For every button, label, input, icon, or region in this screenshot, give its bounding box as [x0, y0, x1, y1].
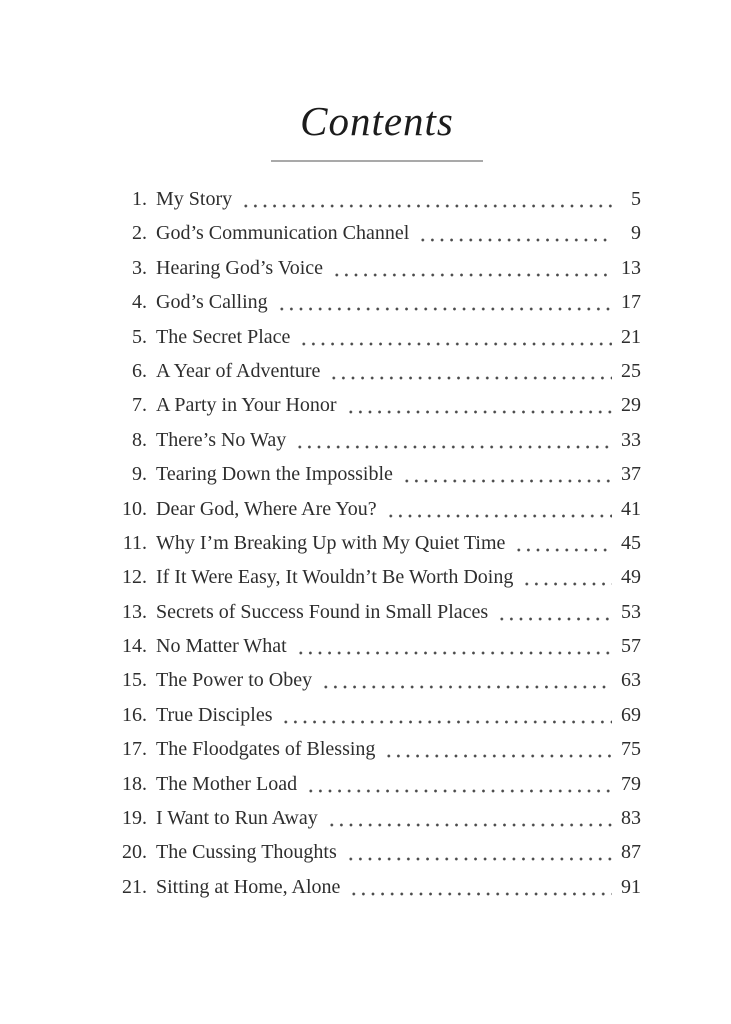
- dot-leader: [294, 629, 612, 663]
- toc-entry-page: 83: [621, 807, 641, 830]
- toc-entry-number: 10.: [122, 497, 147, 520]
- toc-entry-number: 4.: [132, 291, 147, 314]
- dot-leader: [297, 320, 612, 354]
- toc-entry: [113, 663, 641, 697]
- toc-entry: [113, 629, 641, 663]
- toc-entry: [113, 595, 641, 629]
- toc-entry-page: 87: [621, 841, 641, 864]
- toc-entry-title: A Party in Your Honor: [156, 394, 337, 417]
- toc-entry-title: God’s Calling: [156, 291, 268, 314]
- toc-entry: [113, 526, 641, 560]
- toc-entry-title: Tearing Down the Impossible: [156, 463, 393, 486]
- toc-entry-number: 1.: [132, 188, 147, 210]
- toc-entry-page: 9: [631, 222, 641, 245]
- toc-entry: [113, 767, 641, 801]
- toc-entry-title: Sitting at Home, Alone: [156, 875, 341, 898]
- toc-entry-page: 63: [621, 669, 641, 692]
- dot-leader: [327, 354, 612, 388]
- dot-leader: [344, 388, 612, 422]
- toc-entry-number: 6.: [132, 359, 147, 382]
- toc-entry: [113, 285, 641, 319]
- dot-leader: [325, 801, 612, 835]
- toc-entry-page: 17: [621, 291, 641, 314]
- toc-entry-title: True Disciples: [156, 703, 273, 726]
- toc-entry-number: 16.: [122, 703, 147, 726]
- toc-entry-title: My Story: [156, 188, 233, 210]
- toc-entry-page: 33: [621, 428, 641, 451]
- toc-entry-title: The Cussing Thoughts: [156, 841, 337, 864]
- toc-entry-page: 41: [621, 497, 641, 520]
- dot-leader: [512, 526, 612, 560]
- toc-entry: [113, 870, 641, 904]
- title-divider-rule: [271, 160, 483, 162]
- dot-leader: [275, 285, 612, 319]
- toc-entry-title: I Want to Run Away: [156, 807, 318, 830]
- dot-leader: [382, 732, 612, 766]
- toc-list: [113, 182, 641, 904]
- toc-entry-page: 75: [621, 738, 641, 761]
- toc-entry: [113, 216, 641, 250]
- toc-entry-number: 12.: [122, 566, 147, 589]
- toc-entry-title: Dear God, Where Are You?: [156, 497, 377, 520]
- toc-entry-number: 21.: [122, 875, 147, 898]
- toc-entry-title: The Floodgates of Blessing: [156, 738, 376, 761]
- toc-entry-number: 13.: [122, 600, 147, 623]
- contents-block: [113, 0, 641, 904]
- toc-entry-number: 8.: [132, 428, 147, 451]
- toc-entry: [113, 698, 641, 732]
- toc-entry: [113, 560, 641, 594]
- dot-leader: [495, 595, 612, 629]
- dot-leader: [400, 457, 612, 491]
- toc-entry: [113, 492, 641, 526]
- toc-entry: [113, 182, 641, 216]
- toc-entry-page: 45: [621, 531, 641, 554]
- dot-leader: [344, 835, 612, 869]
- toc-entry-number: 11.: [122, 531, 147, 554]
- dot-leader: [330, 251, 612, 285]
- dot-leader: [416, 216, 612, 250]
- toc-entry-title: The Power to Obey: [156, 669, 313, 692]
- toc-entry-page: 5: [631, 188, 641, 210]
- toc-entry-number: 7.: [132, 394, 147, 417]
- toc-entry-number: 18.: [122, 772, 147, 795]
- toc-entry-page: 37: [621, 463, 641, 486]
- dot-leader: [304, 767, 612, 801]
- toc-entry-title: A Year of Adventure: [156, 359, 321, 382]
- toc-entry-number: 9.: [132, 463, 147, 486]
- toc-entry-title: If It Were Easy, It Wouldn’t Be Worth Doing: [156, 566, 514, 589]
- toc-entry-number: 14.: [122, 635, 147, 658]
- toc-entry-number: 3.: [132, 256, 147, 279]
- toc-entry-page: 91: [621, 875, 641, 898]
- toc-entry: [113, 801, 641, 835]
- dot-leader: [520, 560, 612, 594]
- toc-entry-page: 21: [621, 325, 641, 348]
- toc-entry-number: 19.: [122, 807, 147, 830]
- toc-entry: [113, 320, 641, 354]
- toc-entry-title: Secrets of Success Found in Small Places: [156, 600, 489, 623]
- dot-leader: [319, 663, 612, 697]
- toc-entry-page: 69: [621, 703, 641, 726]
- toc-entry: [113, 835, 641, 869]
- toc-entry: [113, 251, 641, 285]
- toc-entry-page: 79: [621, 772, 641, 795]
- toc-entry: [113, 354, 641, 388]
- dot-leader: [384, 492, 612, 526]
- toc-entry-number: 2.: [132, 222, 147, 245]
- dot-leader: [347, 870, 612, 904]
- toc-entry-number: 20.: [122, 841, 147, 864]
- toc-entry: [113, 388, 641, 422]
- toc-entry-title: God’s Communication Channel: [156, 222, 410, 245]
- dot-leader: [293, 423, 612, 457]
- dot-leader: [279, 698, 612, 732]
- toc-entry-page: 13: [621, 256, 641, 279]
- toc-entry-title: Hearing God’s Voice: [156, 256, 324, 279]
- page-title: Contents: [300, 98, 454, 144]
- toc-entry-title: Why I’m Breaking Up with My Quiet Time: [156, 531, 506, 554]
- toc-entry: [113, 732, 641, 766]
- toc-entry: [113, 423, 641, 457]
- toc-entry-page: 25: [621, 359, 641, 382]
- toc-entry-number: 5.: [132, 325, 147, 348]
- toc-entry-page: 53: [621, 600, 641, 623]
- toc-entry-page: 29: [621, 394, 641, 417]
- dot-leader: [239, 182, 612, 216]
- toc-entry-title: No Matter What: [156, 635, 287, 658]
- toc-entry-page: 57: [621, 635, 641, 658]
- toc-entry-number: 15.: [122, 669, 147, 692]
- toc-entry-title: There’s No Way: [156, 428, 287, 451]
- toc-entry-title: The Secret Place: [156, 325, 291, 348]
- toc-entry: [113, 457, 641, 491]
- toc-entry-title: The Mother Load: [156, 772, 298, 795]
- toc-entry-number: 17.: [122, 738, 147, 761]
- toc-entry-page: 49: [621, 566, 641, 589]
